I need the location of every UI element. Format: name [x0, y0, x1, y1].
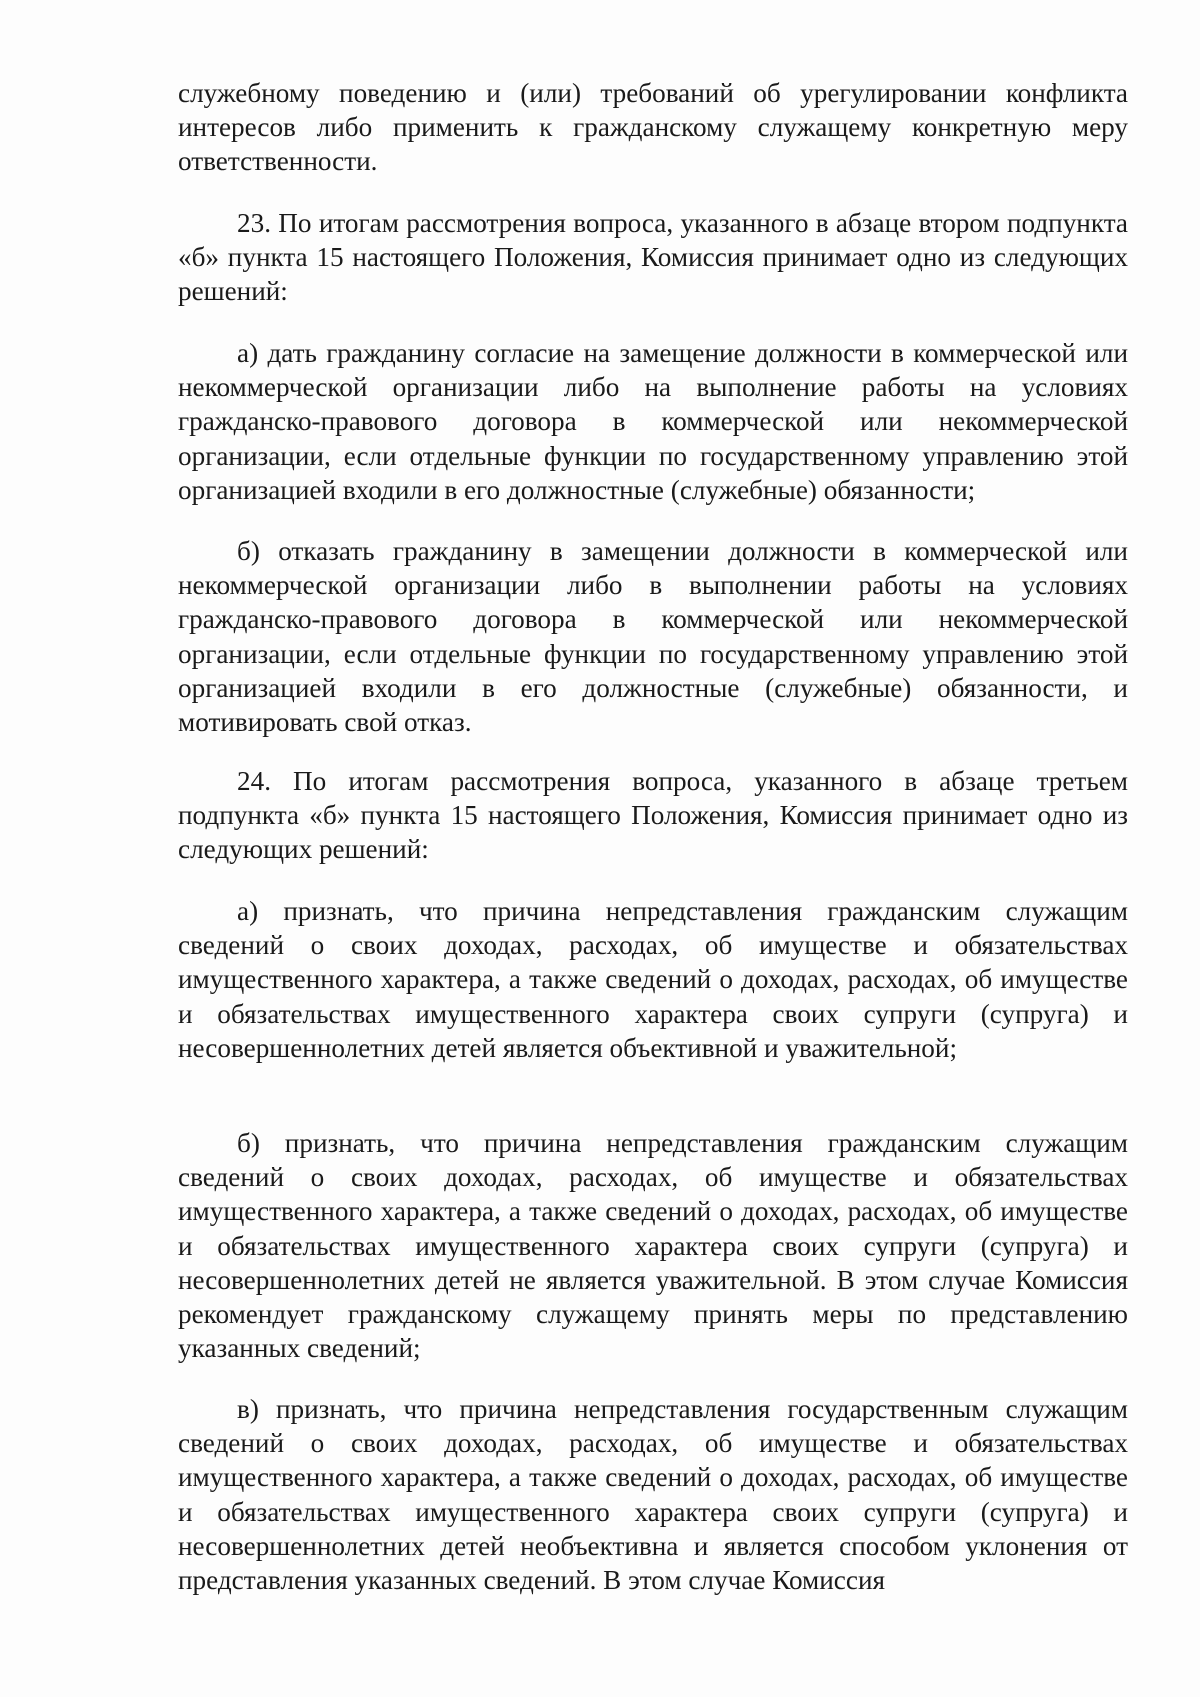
paragraph-24-a [178, 894, 1128, 1065]
paragraph-text: в) признать, что причина непредставления государственным служащим сведений о своих доходах, расходах, об имуществе и обязательствах имущественного характера, а также сведений о доходах, расходах, об имуществе и обязательствах имущественного характера своих супруги (супруга) и несовершеннолетних детей необъективна и является способом уклонения от представления указанных сведений. В этом случае Комиссия [178, 1394, 1128, 1596]
paragraph-24 [178, 764, 1128, 867]
paragraph-text: б) признать, что причина непредставления гражданским служащим сведений о своих доходах, расходах, об имуществе и обязательствах имущественного характера, а также сведений о доходах, расходах, об имуществе и обязательствах имущественного характера своих супруги (супруга) и несовершеннолетних детей не является уважительной. В этом случае Комиссия рекомендует гражданскому служащему принять меры по представлению указанных сведений; [178, 1128, 1128, 1364]
paragraph-text: а) дать гражданину согласие на замещение должности в коммерческой или некоммерческой организации либо на выполнение работы на условиях гражданско-правового договора в коммерческой или некоммерческой организации, если отдельные функции по государственному управлению этой организацией входили в его должностные (служебные) обязанности; [178, 338, 1128, 505]
paragraph-23 [178, 206, 1128, 309]
paragraph-text: а) признать, что причина непредставления гражданским служащим сведений о своих доходах, расходах, об имуществе и обязательствах имущественного характера, а также сведений о доходах, расходах, об имуществе и обязательствах имущественного характера своих супруги (супруга) и несовершеннолетних детей является объективной и уважительной; [178, 896, 1128, 1063]
paragraph-text: б) отказать гражданину в замещении должности в коммерческой или некоммерческой организации либо в выполнении работы на условиях гражданско-правового договора в коммерческой или некоммерческой организации, если отдельные функции по государственному управлению этой организацией входили в его должностные (служебные) обязанности, и мотивировать свой отказ. [178, 536, 1128, 738]
paragraph-text: 23. По итогам рассмотрения вопроса, указанного в абзаце втором подпункта «б» пункта 15 настоящего Положения, Комиссия принимает одно из следующих решений: [178, 208, 1128, 307]
paragraph-continuation [178, 76, 1128, 179]
paragraph-text: служебному поведению и (или) требований об урегулировании конфликта интересов либо применить к гражданскому служащему конкретную меру ответственности. [178, 78, 1128, 177]
paragraph-text: 24. По итогам рассмотрения вопроса, указанного в абзаце третьем подпункта «б» пункта 15 настоящего Положения, Комиссия принимает одно из следующих решений: [178, 766, 1128, 865]
paragraph-24-b [178, 1126, 1128, 1365]
paragraph-23-a [178, 336, 1128, 507]
paragraph-24-c [178, 1392, 1128, 1597]
paragraph-23-b [178, 534, 1128, 739]
